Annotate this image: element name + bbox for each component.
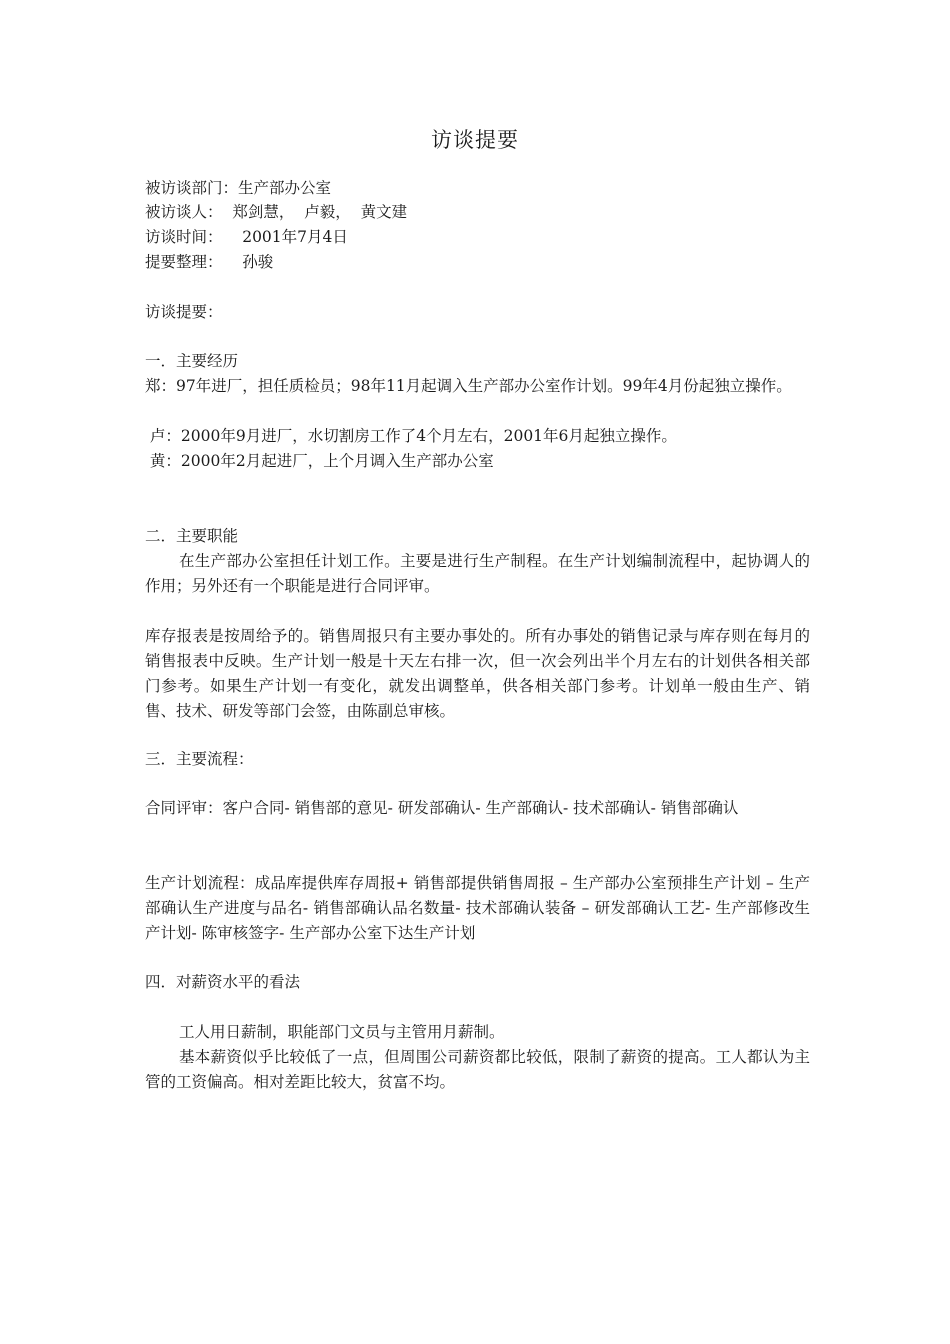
page-title: 访谈提要: [431, 128, 519, 152]
section-1-lu: 卢：2000年9月进厂，水切割房工作了4个月左右，2001年6月起独立操作。: [145, 427, 677, 445]
meta-interviewees: 被访谈人： 郑剑慧， 卢毅， 黄文建: [145, 203, 408, 221]
section-1-huang: 黄：2000年2月起进厂，上个月调入生产部办公室: [145, 452, 494, 470]
meta-organizer: 提要整理： 孙骏: [145, 253, 274, 271]
section-1-heading: 一．主要经历: [145, 352, 239, 370]
section-2-paragraph-2: 库存报表是按周给予的。销售周报只有主要办事处的。所有办事处的销售记录与库存则在每月的销售报表中反映。生产计划一般是十天左右排一次，但一次会列出半个月左右的计划供各相关部门参考。如果生产计划一有变化，就发出调整单，供各相关部门参考。计划单一般由生产、销售、技术、研发等部门会签，由陈副总审核。: [145, 627, 810, 720]
section-3-contract-review: 合同评审：客户合同- 销售部的意见- 研发部确认- 生产部确认- 技术部确认- 销售部确认: [145, 799, 739, 817]
summary-label: 访谈提要：: [145, 303, 223, 321]
section-2-heading: 二．主要职能: [145, 527, 239, 545]
meta-time: 访谈时间： 2001年7月4日: [145, 228, 348, 246]
meta-department: 被访谈部门：生产部办公室: [145, 179, 332, 197]
section-2-paragraph-1: 在生产部办公室担任计划工作。主要是进行生产制程。在生产计划编制流程中，起协调人的 作用；另外还有一个职能是进行合同评审。: [145, 552, 810, 595]
section-4-paragraph-1: 工人用日薪制，职能部门文员与主管用月薪制。: [179, 1023, 505, 1041]
section-4-heading: 四．对薪资水平的看法: [145, 973, 301, 991]
section-3-plan-flow: 生产计划流程：成品库提供库存周报+ 销售部提供销售周报 – 生产部办公室预排生产计划 – 生产部确认生产进度与品名- 销售部确认品名数量- 技术部确认装备 – 研发部确认工艺- 生产部修改生产计划- 陈审核签字- 生产部办公室下达生产计划: [145, 874, 810, 942]
section-3-heading: 三．主要流程：: [145, 750, 254, 768]
section-1-zheng: 郑：97年进厂，担任质检员；98年11月起调入生产部办公室作计划。99年4月份起独立操作。: [145, 377, 792, 395]
section-4-paragraph-2: 基本薪资似乎比较低了一点，但周围公司薪资都比较低，限制了薪资的提高。工人都认为主管的工资偏高。相对差距比较大，贫富不均。: [145, 1048, 810, 1091]
